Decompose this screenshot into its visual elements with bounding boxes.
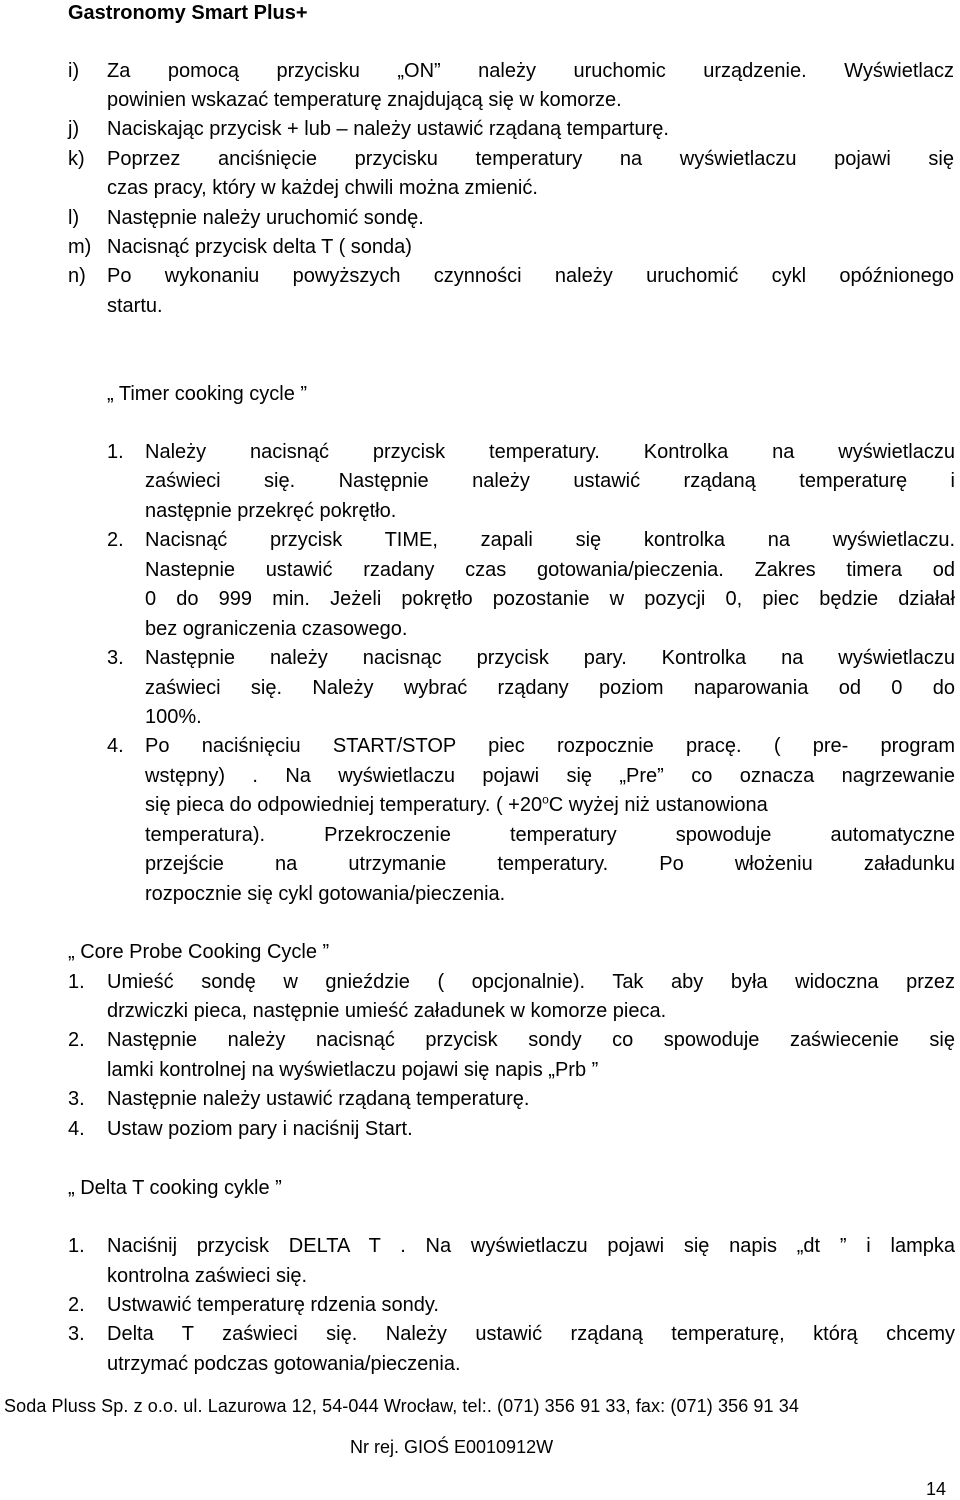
list-line: wstępny) . Na wyświetlaczu pojawi się „Pre” co oznacza nagrzewanie xyxy=(145,765,955,787)
list-line: Delta T zaświeci się. Należy ustawić rządaną temperaturę, którą chcemy xyxy=(107,1323,955,1345)
list-line: następnie przekręć pokrętło. xyxy=(145,500,397,522)
list-line: czas pracy, który w każdej chwili można zmienić. xyxy=(107,177,538,199)
list-line: zaświeci się. Następnie należy ustawić rządaną temperaturę i xyxy=(145,470,955,492)
list-line: kontrolna zaświeci się. xyxy=(107,1265,308,1287)
list-line: Następnie należy ustawić rządaną temperaturę. xyxy=(107,1088,530,1110)
list-line: powinien wskazać temperaturę znajdującą się w komorze. xyxy=(107,89,622,111)
list-line: 100%. xyxy=(145,706,202,728)
list-marker: k) xyxy=(68,148,85,170)
list-line: Następnie należy uruchomić sondę. xyxy=(107,207,424,229)
list-marker: 3. xyxy=(68,1323,85,1345)
list-marker: n) xyxy=(68,265,86,287)
list-line: przejście na utrzymanie temperatury. Po włożeniu załadunku xyxy=(145,853,955,875)
list-line: Po wykonaniu powyższych czynności należy uruchomić cykl opóźnionego xyxy=(107,265,954,287)
list-marker: j) xyxy=(68,118,80,140)
list-line: Po naciśnięciu START/STOP piec rozpocznie pracę. ( pre- program xyxy=(145,735,955,757)
list-line: Nacisnąć przycisk delta T ( sonda) xyxy=(107,236,412,258)
list-line: Nastepnie ustawić rzadany czas gotowania/pieczenia. Zakres timera od xyxy=(145,559,955,581)
list-line: Następnie należy nacisnąć przycisk sondy co spowoduje zaświecenie się xyxy=(107,1029,955,1051)
list-marker: 3. xyxy=(107,647,124,669)
list-line: startu. xyxy=(107,295,163,317)
list-line: Poprzez anciśnięcie przycisku temperatury na wyświetlaczu pojawi się xyxy=(107,148,954,170)
list-line: Ustaw poziom pary i naciśnij Start. xyxy=(107,1118,413,1140)
footer-company: Soda Pluss Sp. z o.o. ul. Lazurowa 12, 54-044 Wrocław, tel:. (071) 356 91 33, fax: (071) 356 91 34 xyxy=(4,1396,799,1416)
list-line: lamki kontrolnej na wyświetlaczu pojawi się napis „Prb ” xyxy=(107,1059,599,1081)
list-line: utrzymać podczas gotowania/pieczenia. xyxy=(107,1353,461,1375)
list-line: Następnie należy nacisnąc przycisk pary. Kontrolka na wyświetlaczu xyxy=(145,647,955,669)
section-heading: „ Timer cooking cycle ” xyxy=(107,383,308,405)
list-line: drzwiczki pieca, następnie umieść załadunek w komorze pieca. xyxy=(107,1000,667,1022)
list-marker: 1. xyxy=(68,971,85,993)
list-marker: 1. xyxy=(68,1235,85,1257)
list-marker: 4. xyxy=(107,735,124,757)
footer-registry: Nr rej. GIOŚ E0010912W xyxy=(350,1437,554,1457)
list-line: temperatura). Przekroczenie temperatury spowoduje automatyczne xyxy=(145,824,955,846)
list-line: Umieść sondę w gnieździe ( opcjonalnie). Tak aby była widoczna przez xyxy=(107,971,955,993)
list-line: 0 do 999 min. Jeżeli pokrętło pozostanie w pozycji 0, piec będzie działał xyxy=(145,588,955,610)
list-line: Ustwawić temperaturę rdzenia sondy. xyxy=(107,1294,439,1316)
list-line: Naciśnij przycisk DELTA T . Na wyświetlaczu pojawi się napis „dt ” i lampka xyxy=(107,1235,955,1257)
list-marker: i) xyxy=(68,60,80,82)
list-marker: m) xyxy=(68,236,92,258)
list-line: Należy nacisnąć przycisk temperatury. Kontrolka na wyświetlaczu xyxy=(145,441,955,463)
list-marker: l) xyxy=(68,207,80,229)
list-line: Nacisnąć przycisk TIME, zapali się kontrolka na wyświetlaczu. xyxy=(145,529,955,551)
section-heading: „ Delta T cooking cykle ” xyxy=(68,1177,282,1199)
list-marker: 2. xyxy=(68,1029,85,1051)
list-line: zaświeci się. Należy wybrać rządany poziom naparowania od 0 do xyxy=(145,677,955,699)
document-title: Gastronomy Smart Plus+ xyxy=(68,2,308,24)
list-line: się pieca do odpowiedniej temperatury. ( +20 xyxy=(145,794,543,816)
list-line: Za pomocą przycisku „ON” należy uruchomic urządzenie. Wyświetlacz xyxy=(107,60,954,82)
degree-tail: C wyżej niż ustanowiona xyxy=(548,794,768,816)
list-marker: 3. xyxy=(68,1088,85,1110)
degree-superscript: o xyxy=(542,792,549,807)
section-heading: „ Core Probe Cooking Cycle ” xyxy=(68,941,330,963)
list-line: rozpocznie się cykl gotowania/pieczenia. xyxy=(145,883,506,905)
list-line: bez ograniczenia czasowego. xyxy=(145,618,408,640)
list-marker: 2. xyxy=(107,529,124,551)
list-line: Naciskając przycisk + lub – należy ustawić rządaną temparturę. xyxy=(107,118,669,140)
list-line-degree xyxy=(145,791,955,820)
page-number: 14 xyxy=(925,1479,946,1499)
list-marker: 1. xyxy=(107,441,124,463)
list-marker: 2. xyxy=(68,1294,85,1316)
list-marker: 4. xyxy=(68,1118,85,1140)
